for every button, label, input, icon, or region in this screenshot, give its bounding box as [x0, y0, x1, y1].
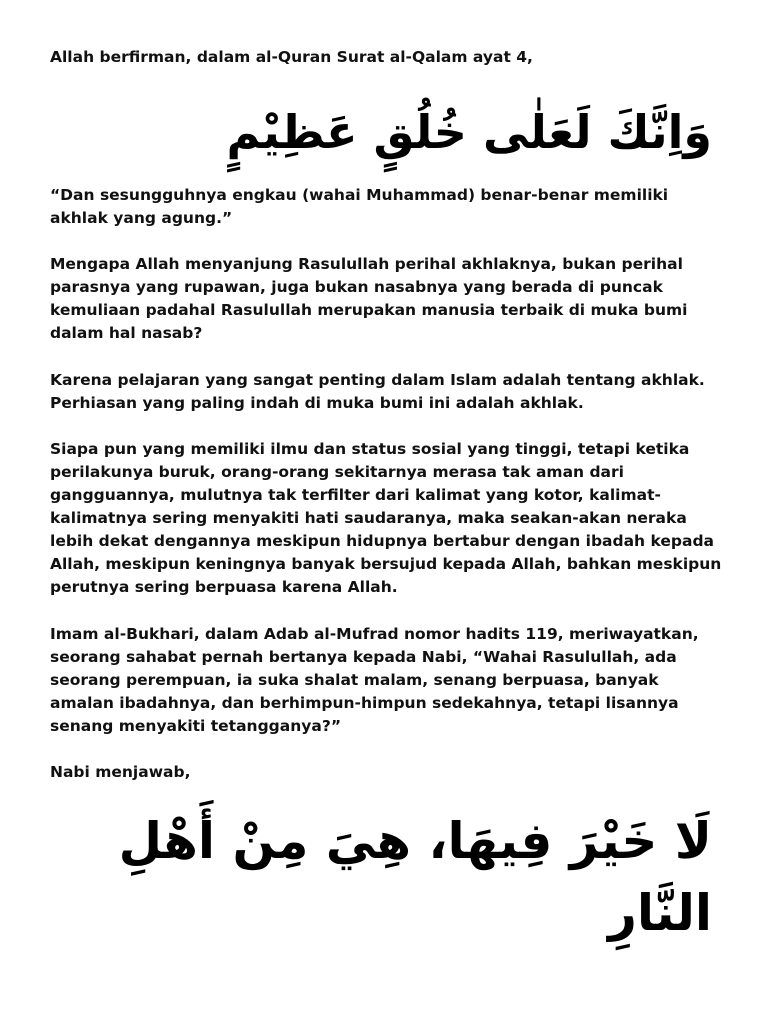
paragraph-bad-behavior: Siapa pun yang memiliki ilmu dan status sosial yang tinggi, tetapi ketika perilakunya buruk, orang-orang sekitarnya merasa tak aman dari gangguannya, mulutnya tak terfilter dari kalimat yang kotor, kalimat-kalimatnya sering menyakiti hati saudaranya, maka seakan-akan neraka lebih dekat dengannya meskipun hidupnya bertabur dengan ibadah kepada Allah, meskipun keningnya banyak bersujud kepada Allah, bahkan meskipun perutnya sering berpuasa karena Allah. — [50, 440, 722, 596]
hadith-arabic: لَا خَيْرَ فِيهَا، هِيَ مِنْ أَهْلِ النَّارِ — [118, 812, 712, 942]
paragraph-hadith-narration: Imam al-Bukhari, dalam Adab al-Mufrad nomor hadits 119, meriwayatkan, seorang sahabat pernah bertanya kepada Nabi, “Wahai Rasulullah, ada seorang perempuan, ia suka shalat malam, senang berpuasa, banyak amalan ibadahnya, dan berhimpun-himpun sedekahnya, tetapi lisannya senang menyakiti tetangganya?” — [50, 625, 699, 735]
intro-text: Allah berfirman, dalam al-Quran Surat al-Qalam ayat 4, — [50, 48, 533, 66]
verse-translation: “Dan sesungguhnya engkau (wahai Muhammad) benar-benar memiliki akhlak yang agung.” — [50, 186, 669, 227]
prophet-answer-intro: Nabi menjawab, — [50, 763, 191, 781]
quran-verse-arabic: وَاِنَّكَ لَعَلٰى خُلُقٍ عَظِيْمٍ — [226, 105, 712, 159]
paragraph-akhlak-importance: Karena pelajaran yang sangat penting dalam Islam adalah tentang akhlak. Perhiasan yang paling indah di muka bumi ini adalah akhlak. — [50, 371, 705, 412]
document-page — [50, 0, 722, 1024]
paragraph-akhlak-question: Mengapa Allah menyanjung Rasulullah perihal akhlaknya, bukan perihal parasnya yang rupawan, juga bukan nasabnya yang berada di puncak kemuliaan padahal Rasulullah merupakan manusia terbaik di muka bumi dalam hal nasab? — [50, 255, 688, 342]
